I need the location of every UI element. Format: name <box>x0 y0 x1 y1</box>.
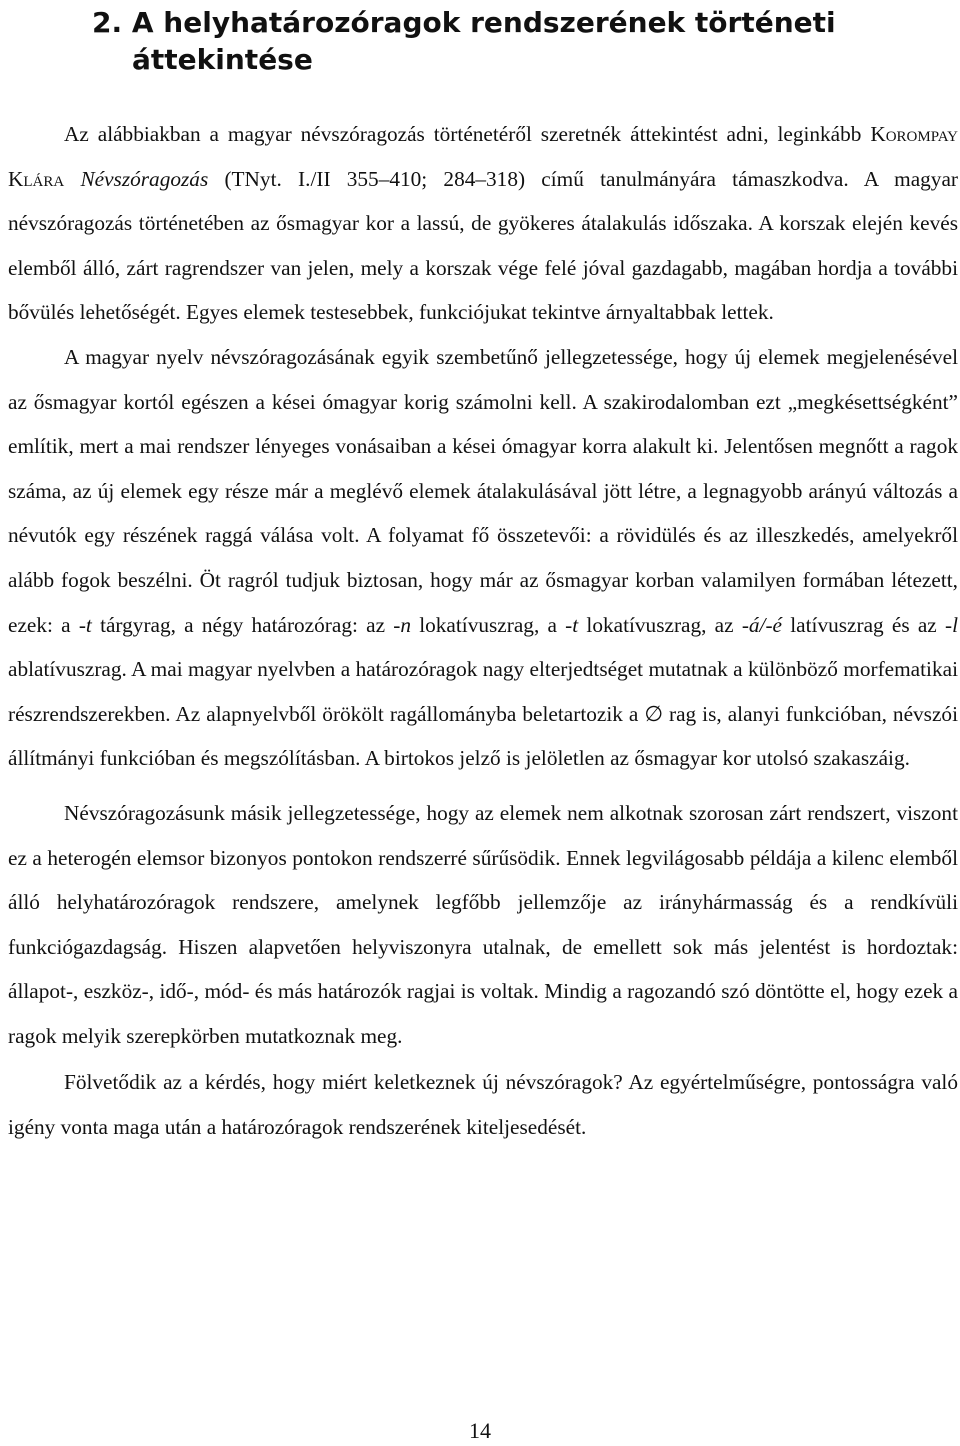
paragraph-3: Névszóragozásunk másik jellegzetessége, hogy az elemek nem alkotnak szorosan zárt rendszert, viszont ez a heterogén elemsor bizonyos pontokon rendszerré sűrűsödik. Ennek legvilágosabb példája a kilenc elemből álló helyhatározóragok rendszere, amelynek legfőbb jellemzője az irányhármasság és a rendkívüli funkciógazdagság. Hiszen alapvetően helyviszonyra utalnak, de emellett sok más jelentést is hordoztak: állapot-, eszköz-, idő-, mód- és más határozók ragjai is voltak. Mindig a ragozandó szó döntötte el, hogy ezek a ragok melyik szerepkörben mutatkoznak meg. <box>8 800 958 1048</box>
paragraph-1-text-b <box>64 167 80 191</box>
suffix-n: -n <box>393 612 411 637</box>
heading-number: 2. <box>92 6 123 39</box>
heading-title-part-1: A helyhatározóragok rendszerének történeti <box>131 6 836 39</box>
cited-author: Korompay Klára <box>8 122 958 191</box>
page-number: 14 <box>469 1418 491 1443</box>
paragraph-2-text-c: lokatívuszrag, a <box>411 612 566 637</box>
heading-title-part-2: áttekintése <box>132 43 313 76</box>
paragraph-2-text-f: ablatívuszrag. A mai magyar nyelvben a határozóragok nagy elterjedtséget mutatnak a különböző morfematikai részrendszerekben. Az alapnyelvből örökölt ragállományba beletartozik a ∅ rag is, alanyi funkcióban, névszói állítmányi funkcióban és megszólításban. A birtokos jelző is jelöletlen az ősmagyar kor utolsó szakaszáig. <box>8 657 958 771</box>
body-text <box>8 112 958 1150</box>
paragraph-2-text-a: A magyar nyelv névszóragozásának egyik szembetűnő jellegzetessége, hogy új elemek megjelenésével az ősmagyar kortól egészen a kései ómagyar korig számolni kell. A szakirodalomban ezt „megkésettségként” említik, mert a mai rendszer lényeges vonásaiban a kései ómagyar korra alakult ki. Jelentősen megnőtt a ragok száma, az új elemek egy része már a meglévő elemek átalakulásával jött létre, a legnagyobb arányú változás a névutók egy részének raggá válása volt. A folyamat fő összetevői: a rövidülés és az illeszkedés, amelyekről alább fogok beszélni. Öt ragról tudjuk biztosan, hogy már az ősmagyar korban valamilyen formában létezett, ezek: a <box>8 344 958 637</box>
paragraph-2 <box>8 335 958 781</box>
suffix-a-e: -á/-é <box>741 612 783 637</box>
paragraph-1 <box>8 112 958 335</box>
suffix-t-locative: -t <box>565 612 579 637</box>
paragraph-1-text-a: Az alábbiakban a magyar névszóragozás történetéről szeretnék áttekintést adni, leginkább <box>64 122 871 146</box>
suffix-l: -l <box>944 612 958 637</box>
cited-work-title: Névszóragozás <box>80 166 209 191</box>
paragraph-2-text-d: lokatívuszrag, az <box>578 612 742 637</box>
paragraph-1-text-c: (TNyt. I./II 355–410; 284–318) című tanulmányára támaszkodva. A magyar névszóragozás történetében az ősmagyar kor a lassú, de gyökeres átalakulás időszaka. A korszak elején kevés elemből álló, zárt ragrendszer van jelen, mely a korszak vége felé jóval gazdagabb, magában hordja a további bővülés lehetőségét. Egyes elemek testesebbek, funkciójukat tekintve árnyaltabbak lettek. <box>8 166 958 325</box>
paragraph-4: Fölvetődik az a kérdés, hogy miért keletkeznek új névszóragok? Az egyértelműségre, pontosságra való igény vonta maga után a határozóragok rendszerének kiteljesedését. <box>8 1070 958 1140</box>
suffix-t-accusative: -t <box>78 612 92 637</box>
paragraph-2-text-b: tárgyrag, a négy határozórag: az <box>91 612 394 637</box>
paragraph-2-text-e: latívuszrag és az <box>782 612 945 637</box>
